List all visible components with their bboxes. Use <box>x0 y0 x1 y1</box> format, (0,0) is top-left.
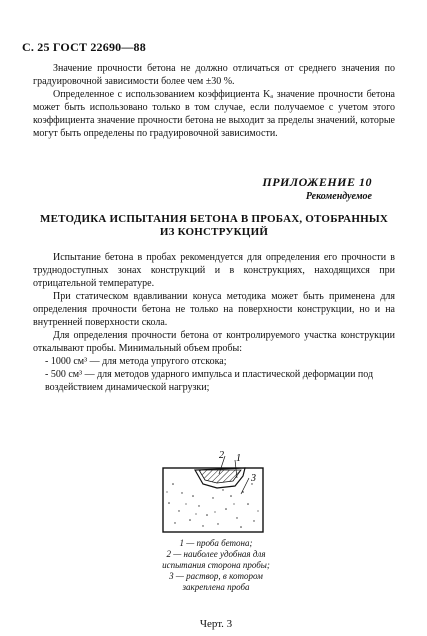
caption-item-1: 1 — проба бетона; <box>179 538 253 548</box>
list-item-impulse: - 500 см³ — для методов ударного импульса и пластической деформации под воздействием динамической нагрузки; <box>45 369 374 393</box>
page-header: С. 25 ГОСТ 22690—88 <box>22 40 146 54</box>
appendix-number: ПРИЛОЖЕНИЕ 10 <box>262 175 372 189</box>
label-3: 3 <box>251 473 256 484</box>
section-title-line-2: ИЗ КОНСТРУКЦИЙ <box>159 226 269 238</box>
section-title-line-1: МЕТОДИКА ИСПЫТАНИЯ БЕТОНА В ПРОБАХ, ОТОБРАННЫХ <box>40 213 388 225</box>
caption-item-2: 2 — наиболее удобная для испытания сторона пробы; <box>162 549 270 570</box>
paragraph-static-indentation: При статическом вдавливании конуса методика может быть применена для определения прочности бетона не только на поверхности конструкции, но и на внутренней поверхности скола. <box>33 291 395 328</box>
caption-item-3: 3 — раствор, в котором закреплена проба <box>169 571 263 592</box>
appendix-status: Рекомендуемое <box>305 191 372 202</box>
list-item-rebound: - 1000 см³ — для метода упругого отскока; <box>45 356 227 367</box>
label-1: 1 <box>236 453 241 464</box>
paragraph-coefficient: Определенное с использованием коэффициента Kₐ значение прочности бетона может быть использовано только в том случае, если получаемое с учетом этого коэффициента значение прочности бетона не выходит за пределы значений, которые могут быть определены по градуировочной зависимости. <box>33 89 395 139</box>
figure-sample-diagram <box>155 448 271 534</box>
paragraph-testing-purpose: Испытание бетона в пробах рекомендуется для определения его прочности в труднодоступных зонах конструкций и в конструкциях, находящихся при отрицательной температуре. <box>33 252 395 289</box>
figure-caption <box>150 538 282 593</box>
label-2: 2 <box>219 450 224 461</box>
paragraph-strength-deviation: Значение прочности бетона не должно отличаться от среднего значения по градуировочной зависимости более чем ±30 %. <box>33 63 395 87</box>
paragraph-sample-volume: Для определения прочности бетона от контролируемого участка конструкции откалывают пробы. Минимальный объем пробы: <box>33 330 395 354</box>
figure-number: Черт. 3 <box>199 618 233 630</box>
section-title <box>33 213 395 239</box>
appendix-block <box>262 175 372 202</box>
